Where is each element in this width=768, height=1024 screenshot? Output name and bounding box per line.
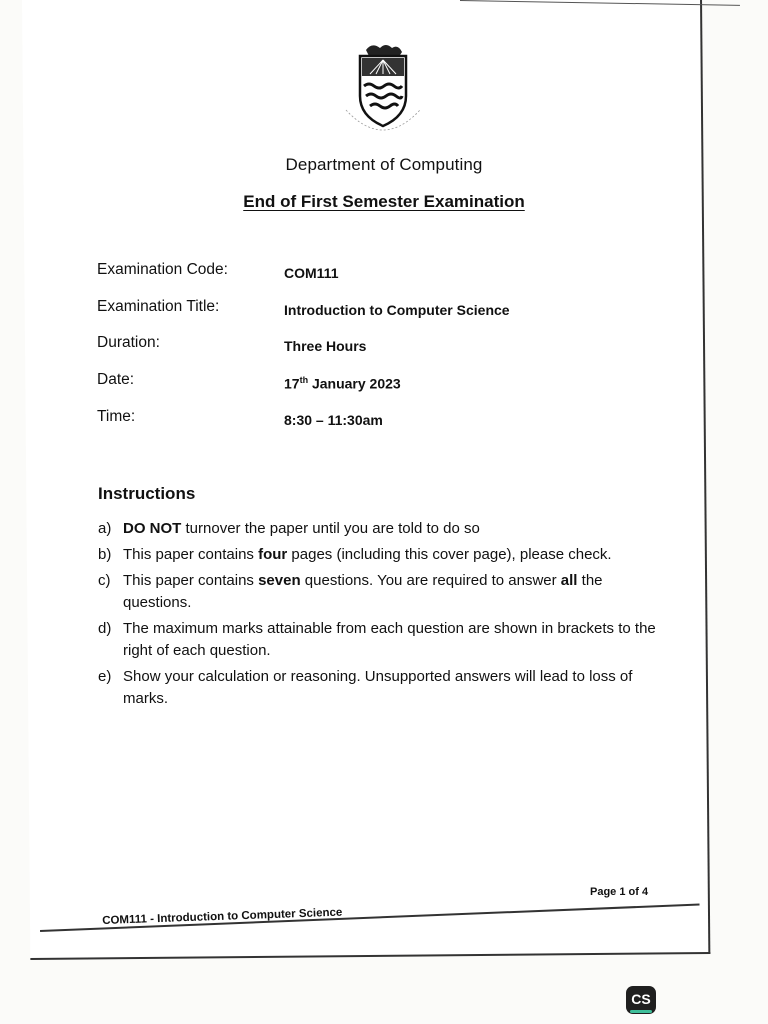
detail-label: Date:: [97, 371, 135, 388]
detail-value: Introduction to Computer Science: [284, 302, 510, 318]
detail-label: Time:: [97, 408, 136, 425]
page-number: Page 1 of 4: [590, 886, 649, 898]
instruction-item-b: b) This paper contains four pages (including this cover page), please check.: [98, 546, 612, 563]
detail-value: 17th January 2023: [284, 375, 401, 392]
detail-label: Examination Title:: [97, 298, 220, 315]
instruction-item-e: e) Show your calculation or reasoning. Unsupported answers will lead to loss of marks.: [98, 668, 633, 707]
detail-value: Three Hours: [284, 338, 367, 354]
exam-title: End of First Semester Examination: [243, 192, 525, 211]
instructions-heading: Instructions: [98, 484, 196, 503]
instructions-list: [98, 518, 658, 714]
department-title: Department of Computing: [285, 155, 483, 174]
detail-row-date: [97, 371, 657, 395]
instruction-item-a: a) DO NOT turnover the paper until you are told to do so: [98, 520, 480, 537]
camscanner-badge-icon: CS: [626, 986, 656, 1014]
detail-value: 8:30 – 11:30am: [284, 412, 383, 428]
detail-label: Examination Code:: [97, 261, 228, 278]
instruction-item-d: d) The maximum marks attainable from each question are shown in brackets to the right of each question.: [98, 620, 656, 659]
instruction-item-c: c) This paper contains seven questions. You are required to answer all the questions.: [98, 572, 603, 611]
detail-row-code: [97, 261, 657, 285]
detail-row-title: [97, 298, 657, 322]
footer-course: COM111 - Introduction to Computer Science: [102, 906, 343, 927]
detail-value: COM111: [284, 265, 339, 281]
detail-row-duration: [97, 334, 657, 358]
university-crest-icon: [340, 40, 426, 144]
detail-label: Duration:: [97, 334, 160, 351]
detail-row-time: [97, 408, 657, 432]
